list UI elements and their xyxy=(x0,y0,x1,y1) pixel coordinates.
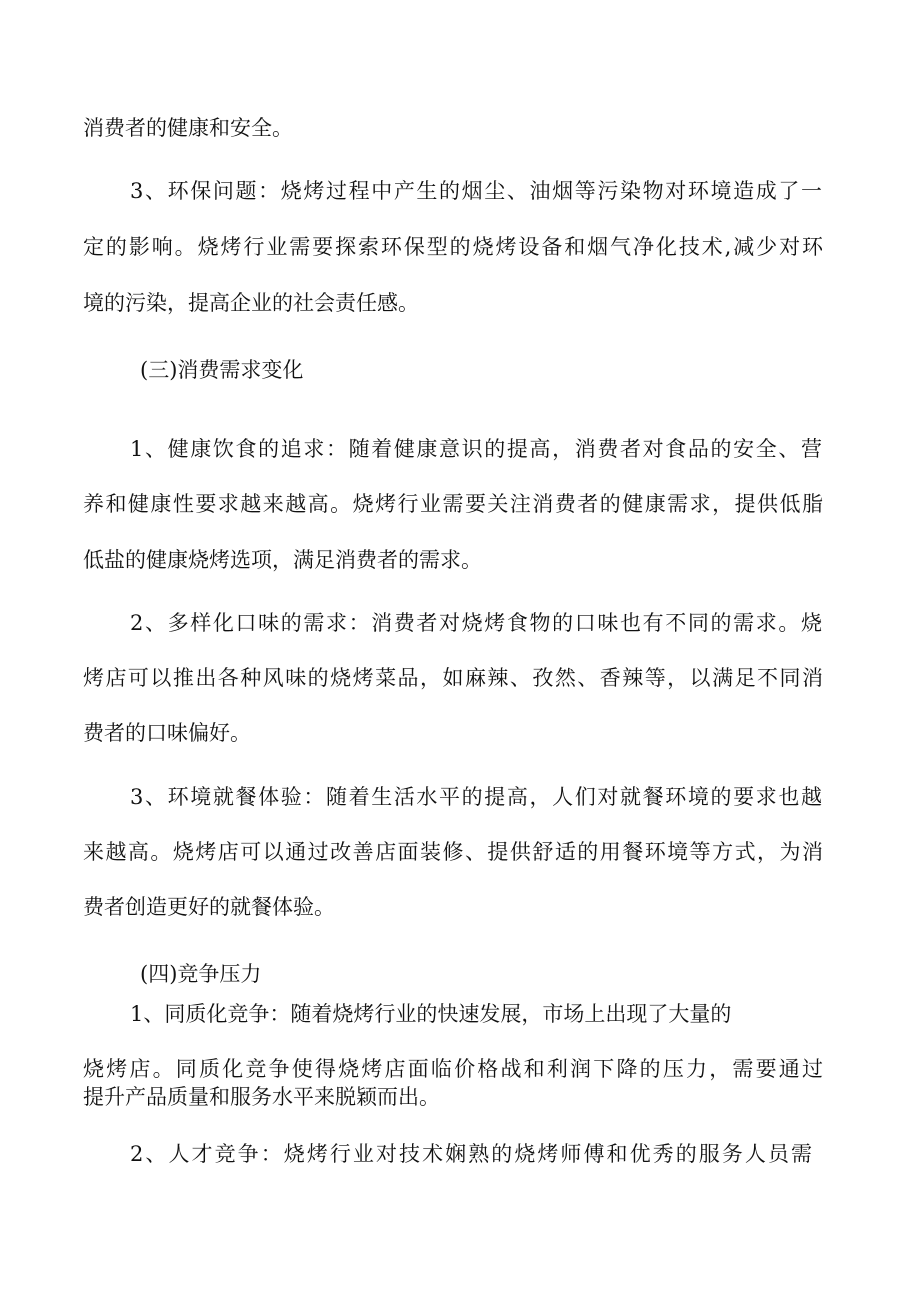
flavor-demand-line-2: 烤店可以推出各种风味的烧烤菜品，如麻辣、孜然、香辣等，以满足不同消 xyxy=(83,666,823,690)
homogeneous-competition-line-1: 1、同质化竞争：随着烧烤行业的快速发展，市场上出现了大量的 xyxy=(130,1002,732,1026)
health-diet-line-1: 1、健康饮食的追求：随着健康意识的提高，消费者对食品的安全、营 xyxy=(130,437,822,461)
flavor-demand-line-3: 费者的口味偏好。 xyxy=(83,721,251,745)
dining-experience-line-1: 3、环境就餐体验：随着生活水平的提高，人们对就餐环境的要求也越 xyxy=(130,785,822,809)
flavor-demand-line-1: 2、多样化口味的需求：消费者对烧烤食物的口味也有不同的需求。烧 xyxy=(130,611,822,635)
talent-competition-line-1: 2、人才竞争：烧烤行业对技术娴熟的烧烤师傅和优秀的服务人员需 xyxy=(130,1142,812,1166)
dining-experience-line-2: 来越高。烧烤店可以通过改善店面装修、提供舒适的用餐环境等方式，为消 xyxy=(83,840,823,864)
homogeneous-competition-line-3: 提升产品质量和服务水平来脱颖而出。 xyxy=(83,1085,440,1109)
health-diet-line-3: 低盐的健康烧烤选项，满足消费者的需求。 xyxy=(83,548,482,572)
dining-experience-line-3: 费者创造更好的就餐体验。 xyxy=(83,895,335,919)
health-diet-line-2: 养和健康性要求越来越高。烧烤行业需要关注消费者的健康需求，提供低脂 xyxy=(83,492,823,516)
env-issue-line-2: 定的影响。烧烤行业需要探索环保型的烧烤设备和烟气净化技术,减少对环 xyxy=(83,235,823,259)
section-heading-3: (三)消费需求变化 xyxy=(140,358,304,382)
section-heading-4: (四)竞争压力 xyxy=(140,962,262,986)
homogeneous-competition-line-2: 烧烤店。同质化竞争使得烧烤店面临价格战和利润下降的压力，需要通过 xyxy=(83,1057,823,1081)
env-issue-line-3: 境的污染，提高企业的社会责任感。 xyxy=(83,291,419,315)
env-issue-line-1: 3、环保问题：烧烤过程中产生的烟尘、油烟等污染物对环境造成了一 xyxy=(130,179,822,203)
continuation-line: 消费者的健康和安全。 xyxy=(83,116,293,140)
